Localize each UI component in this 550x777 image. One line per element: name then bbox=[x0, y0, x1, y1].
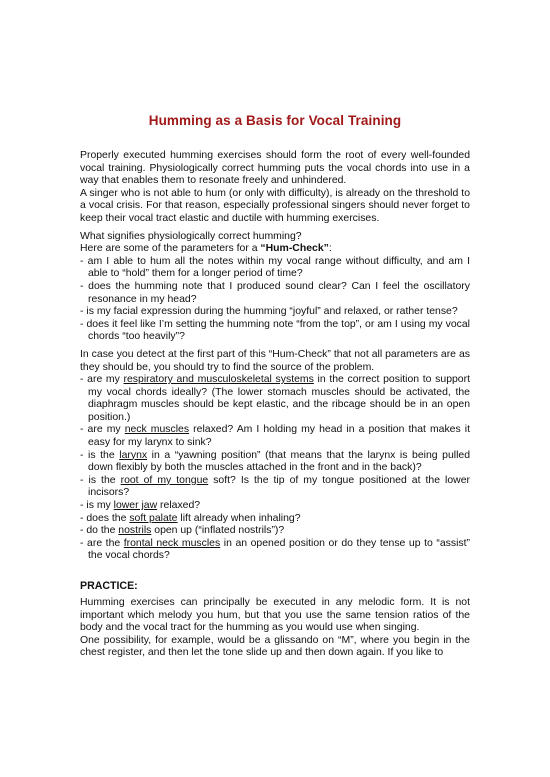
problem-term: soft palate bbox=[129, 512, 178, 524]
problem-item bbox=[80, 450, 470, 475]
problem-term: respiratory and musculoskeletal systems bbox=[123, 374, 314, 386]
hum-check-item: - am I able to hum all the notes within my vocal range without difficulty, and am I able to “hold” them for a longer period of time? bbox=[80, 255, 470, 280]
problem-item bbox=[80, 525, 470, 538]
problem-term: root of my tongue bbox=[120, 474, 209, 486]
problem-suffix: in an opened position or do they tense up to “assist” the vocal chords? bbox=[88, 537, 470, 562]
hum-check-item: - does the humming note that I produced sound clear? Can I feel the oscillatory resonance in my head? bbox=[80, 280, 470, 305]
question-line: What signifies physiologically correct humming? bbox=[80, 230, 302, 242]
hum-check-item: - does it feel like I’m setting the humming note “from the top”, or am I using my vocal chords “too heavily”? bbox=[80, 318, 470, 343]
practice-heading: PRACTICE: bbox=[80, 580, 138, 592]
problem-term: lower jaw bbox=[113, 500, 158, 512]
document-title: Humming as a Basis for Vocal Training bbox=[148, 113, 402, 128]
problem-term: frontal neck muscles bbox=[123, 537, 221, 549]
problem-prefix: - are my bbox=[80, 374, 124, 386]
problem-suffix: in a “yawning position” (that means that the larynx is being pulled down flexibly by both the muscles attached in the front and in the back)? bbox=[88, 449, 470, 474]
hum-check-list bbox=[80, 256, 470, 344]
problem-prefix: - are my bbox=[80, 424, 125, 436]
practice-paragraph-2: One possibility, for example, would be a glissando on “M”, where you begin in the chest register, and then let the tone slide up and then down again. If you like to bbox=[80, 634, 470, 659]
problem-prefix: - are the bbox=[80, 537, 124, 549]
problem-item bbox=[80, 538, 470, 563]
practice-paragraph-1: Humming exercises can principally be executed in any melodic form. It is not important which melody you hum, but that you use the same tension ratios of the body and the vocal tract for the humming as you would use when singing. bbox=[80, 597, 470, 634]
problem-term: neck muscles bbox=[124, 424, 190, 436]
problem-term: larynx bbox=[119, 449, 148, 461]
problem-suffix: in the correct position to support my vocal chords ideally? (The lower stomach muscles should be activated, the diaphragm muscles should be kept elastic, and the ribcage should be in an open position.) bbox=[88, 374, 470, 423]
hum-check-intro bbox=[80, 243, 470, 256]
problem-item bbox=[80, 424, 470, 449]
hum-check-intro-text: Here are some of the parameters for a bbox=[80, 243, 261, 255]
hum-check-label: “Hum-Check” bbox=[260, 243, 329, 255]
problem-suffix: relaxed? Am I holding my head in a position that makes it easy for my larynx to sink? bbox=[88, 424, 470, 449]
problem-prefix: - do the bbox=[80, 525, 119, 537]
intro-paragraph-1: Properly executed humming exercises should form the root of every well-founded vocal training. Physiologically correct humming puts the vocal chords into use in a way that enables them to resonate freely and unhindered. bbox=[80, 150, 470, 187]
problem-list bbox=[80, 374, 470, 563]
problem-suffix: relaxed? bbox=[157, 500, 201, 512]
problem-item bbox=[80, 374, 470, 424]
hum-check-colon: : bbox=[328, 243, 332, 255]
detect-paragraph: In case you detect at the first part of this “Hum-Check” that not all parameters are as they should be, you should try to find the source of the problem. bbox=[80, 348, 470, 373]
problem-item bbox=[80, 475, 470, 500]
problem-prefix: - is my bbox=[80, 500, 114, 512]
problem-prefix: - does the bbox=[80, 512, 130, 524]
problem-suffix: soft? Is the tip of my tongue positioned at the lower incisors? bbox=[88, 474, 470, 499]
problem-prefix: - is the bbox=[80, 474, 121, 486]
problem-item bbox=[80, 513, 470, 526]
problem-term: nostrils bbox=[118, 525, 152, 537]
problem-suffix: lift already when inhaling? bbox=[177, 512, 301, 524]
intro-paragraph-2: A singer who is not able to hum (or only with difficulty), is already on the threshold to a vocal crisis. For that reason, especially professional singers should never forget to keep their vocal tract elastic and ductile with humming exercises. bbox=[80, 187, 470, 224]
problem-suffix: open up (“inflated nostrils”)? bbox=[151, 525, 285, 537]
problem-prefix: - is the bbox=[80, 449, 120, 461]
hum-check-item: - is my facial expression during the humming “joyful” and relaxed, or rather tense? bbox=[80, 306, 458, 318]
problem-item bbox=[80, 500, 470, 513]
